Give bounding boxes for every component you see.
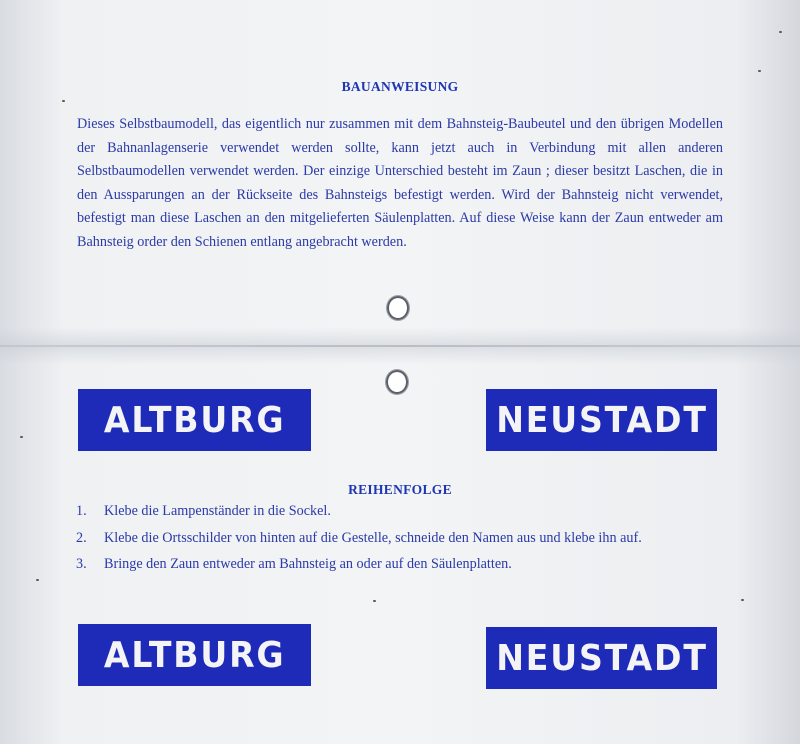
paper-speck [779,31,782,33]
sign-altburg-top [78,389,311,451]
step-number: 3. [76,556,87,572]
list-item [70,531,726,547]
step-text: Klebe die Ortsschilder von hinten auf die Gestelle, schneide den Namen aus und klebe ihn auf. [104,529,642,546]
order-title: REIHENFOLGE [348,482,452,497]
paper-speck [20,436,23,438]
paper-speck [62,100,65,102]
paper-speck [373,600,376,602]
fold-line [0,345,800,347]
step-text: Bringe den Zaun entweder am Bahnsteig an oder auf den Säulenplatten. [104,556,512,572]
sign-altburg-bottom [78,624,311,686]
step-number: 1. [76,503,87,519]
steps-list [70,504,726,584]
paper-speck [741,599,744,601]
punch-hole-upper [387,296,409,320]
sign-label: NEUSTADT [495,399,708,441]
instructions-paragraph: Dieses Selbstbaumodell, das eigentlich nur zusammen mit dem Bahnsteig-Baubeutel und den übrigen Modellen der Bahnanlagenserie verwendet werden sollte, kann jetzt auch in Verbindung mit allen anderen Selbstbaumodellen verwendet werden. Der einzige Unterschied besteht im Zaun ; dieser besitzt Laschen, die in den Aussparungen an der Rückseite des Bahnsteigs befestigt werden. Wird der Bahnsteig nicht verwendet, befestigt man diese Laschen an den mitgelieferten Säulenplatten. Auf diese Weise kann der Zaun entweder am Bahnsteig order den Schienen entlang angebracht werden. [77,116,723,250]
sign-label: ALTBURG [103,399,286,441]
sign-neustadt-top [486,389,717,451]
paper-speck [758,70,761,72]
sign-label: ALTBURG [103,634,286,676]
step-number: 2. [76,529,87,546]
list-item [70,557,726,573]
list-item [70,504,726,520]
sign-neustadt-bottom [486,627,717,689]
punch-hole-lower [386,370,408,394]
instructions-title: BAUANWEISUNG [341,79,459,94]
sign-label: NEUSTADT [495,637,708,679]
step-text: Klebe die Lampenständer in die Sockel. [104,503,331,519]
paper-speck [36,579,39,581]
